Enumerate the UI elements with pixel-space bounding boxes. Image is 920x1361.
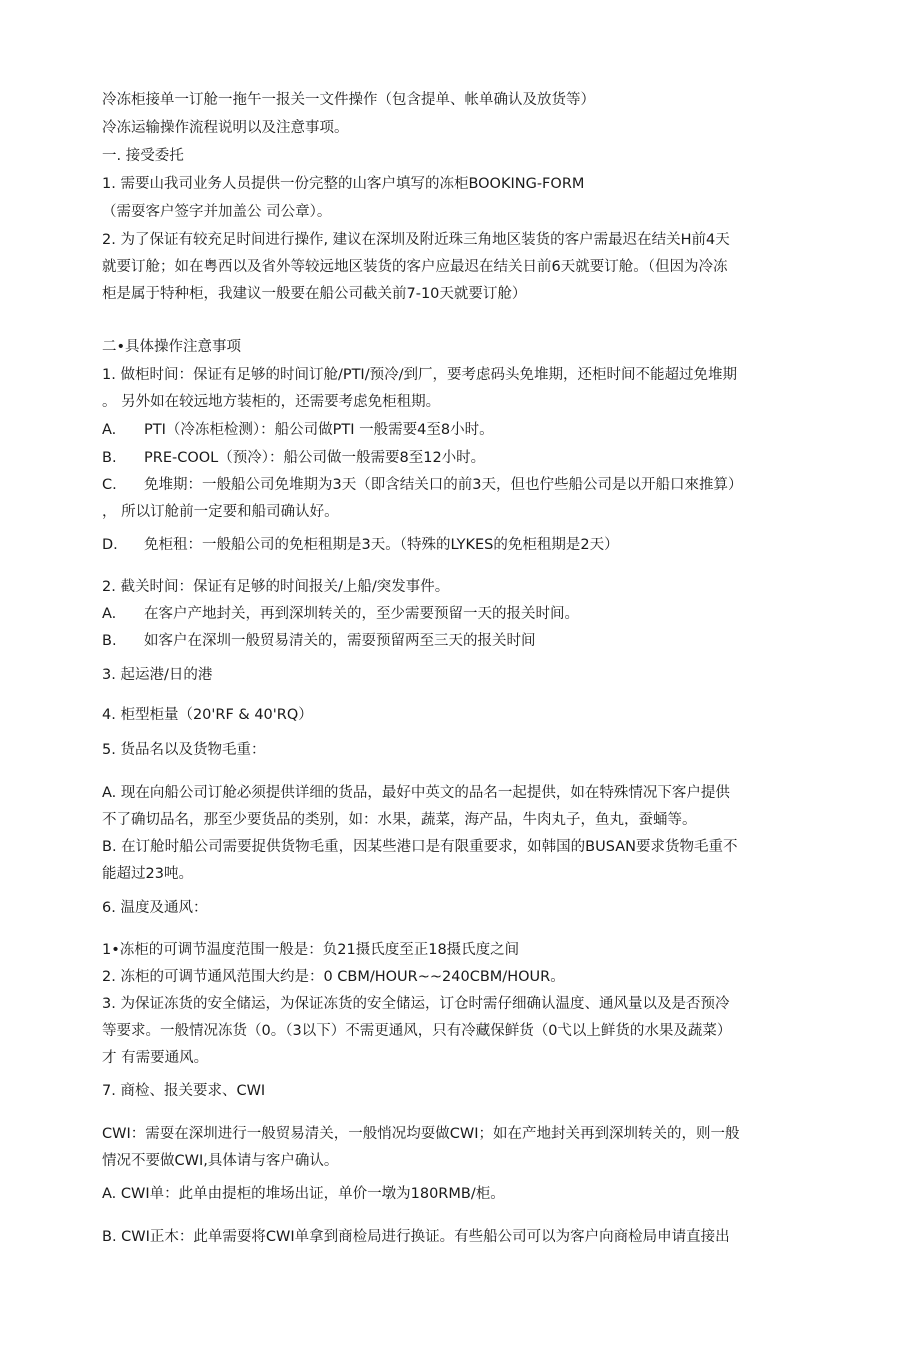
paragraph-line: B. 在订舱时船公司需要捉供货物毛重，因某些港口是有限重要求，如韩国的BUSAN要求货物毛重不 [102,839,738,855]
paragraph-line: 2. 截关时间：保证有足够的时间报关/上船/突发事件。 [102,579,450,595]
paragraph-line: 就要订舱；如在粤西以及省外等较远地区装货的客户应最迟在结关日前6天就要订舱。（但因为冷冻 [102,259,728,275]
section-heading-1: 一. 接受委托 [102,148,184,164]
paragraph-line: 2. 冻柜的可调节通风范围大约是：0 CBM/HOUR~~240CBM/HOUR。 [102,969,565,985]
list-item-text: PRE-COOL（预冷）：船公司做一般需要8至12小时。 [144,450,486,466]
list-item [102,449,818,467]
paragraph-line: 柜是属于特种柜，我建议一般要在船公司截关前7-10天就要订舱） [102,286,527,302]
paragraph-line: 2. 为了保证有较充足时间进行操作, 建议在深圳及附近珠三角地区装货的客户需最迟在结关H前4天 [102,232,730,248]
paragraph-line: 3. 起运港/日的港 [102,667,213,683]
paragraph-line: 3. 为保证冻货的安全储运，为保证冻货的安全储运，订仓时需仔细确认温度、通风量以及是否预冷 [102,996,730,1012]
list-item-text: 免柜租：一般船公司的免柜租期是3天。（特殊的LYKES的免柜租期是2天） [144,537,619,553]
list-marker: B. [102,633,117,649]
list-item-text: 如客户在深圳一般贸易清关的，需耍预留两至三天的报关时间 [144,633,536,649]
paragraph-line: 才 有需要通风。 [102,1050,209,1066]
paragraph-line: A. 现在向船公司订舱必须提供详细的货品，最好中英文的品名一起提供，如在特殊情况下客户提供 [102,785,730,801]
section-heading-2: 二•具体操作注意事项 [102,339,242,355]
list-item-text: 在客户产地封关，再到深圳转关的，至少需要预留一天的报关时间。 [144,606,579,622]
paragraph-line: 7. 商检、报关要求、CWI [102,1083,266,1099]
list-item [102,476,818,494]
paragraph-line: 5. 货品名以及货物毛重： [102,742,266,758]
doc-subtitle-line: 冷冻运输操作流程说明以及注意事项。 [102,120,349,136]
list-item [102,421,818,439]
paragraph-line: 等要求。一般情况冻货（0。（3以下）不需更通风，只有冷藏保鲜货（0弋以上鲜货的水果及蔬菜） [102,1023,732,1039]
list-marker: B. [102,450,117,466]
paragraph-line: 4. 柜型柜量（20'RF & 40'RQ） [102,707,313,723]
paragraph-line: 。 另外如在较远地方装柜的，还需要考虑免柜租期。 [102,394,441,410]
paragraph-line: 情况不要做CWI,具体请与客户确认。 [102,1153,339,1169]
list-marker: C. [102,477,117,493]
paragraph-line: 不了确切品名，那至少要货品的类别，如：水果，蔬菜，海产品，牛肉丸子，鱼丸，蚕蛹等。 [102,812,697,828]
list-item [102,632,818,650]
paragraph-line: B. CWI正木：此单需耍将CWI单拿到商检局进行换证。有些船公司可以为客户向商检局申请直接出 [102,1229,730,1245]
paragraph-line: 6. 温度及通风： [102,900,208,916]
doc-title-line: 冷冻柜接单一订舱一拖午一报关一文件操作（包含提单、帐单确认及放货等） [102,92,595,108]
paragraph-line: 1. 做柜时间：保证有足够的时间订舱/PTI/预冷/到厂，要考虑码头免堆期，还柜时间不能超过免堆期 [102,367,737,383]
paragraph-line: 能超过23吨。 [102,866,193,882]
paragraph-line: A. CWI单：此单由提柜的堆场出证，单价一墩为180RMB/柜。 [102,1186,505,1202]
list-item-text: 免堆期：一般船公司免堆期为3天（即含结关口的前3天，但也佇些船公司是以开船口來推算） [144,477,743,493]
list-item [102,536,818,554]
list-marker: A. [102,422,117,438]
paragraph-line: 1. 需要山我司业务人员提供一份完整的山客户填写的冻柜BOOKING-FORM [102,176,585,192]
paragraph-line: ， 所以订舱前一定要和船司确认好。 [102,504,339,520]
list-marker: D. [102,537,118,553]
paragraph-line: （需耍客户签字并加盖公 司公章）。 [102,204,332,220]
list-item-text: PTI（冷冻柜检测）：船公司做PTI 一般需要4至8小时。 [144,422,494,438]
list-item [102,605,818,623]
list-marker: A. [102,606,117,622]
paragraph-line: 1•冻柜的可调节温度范围一般是：负21摄氏度至正18摄氏度之间 [102,942,520,958]
paragraph-line: CWI：需耍在深圳进行一般贸易清关，一般悄况均耍做CWI；如在产地封关再到深圳转关的，则一般 [102,1126,740,1142]
